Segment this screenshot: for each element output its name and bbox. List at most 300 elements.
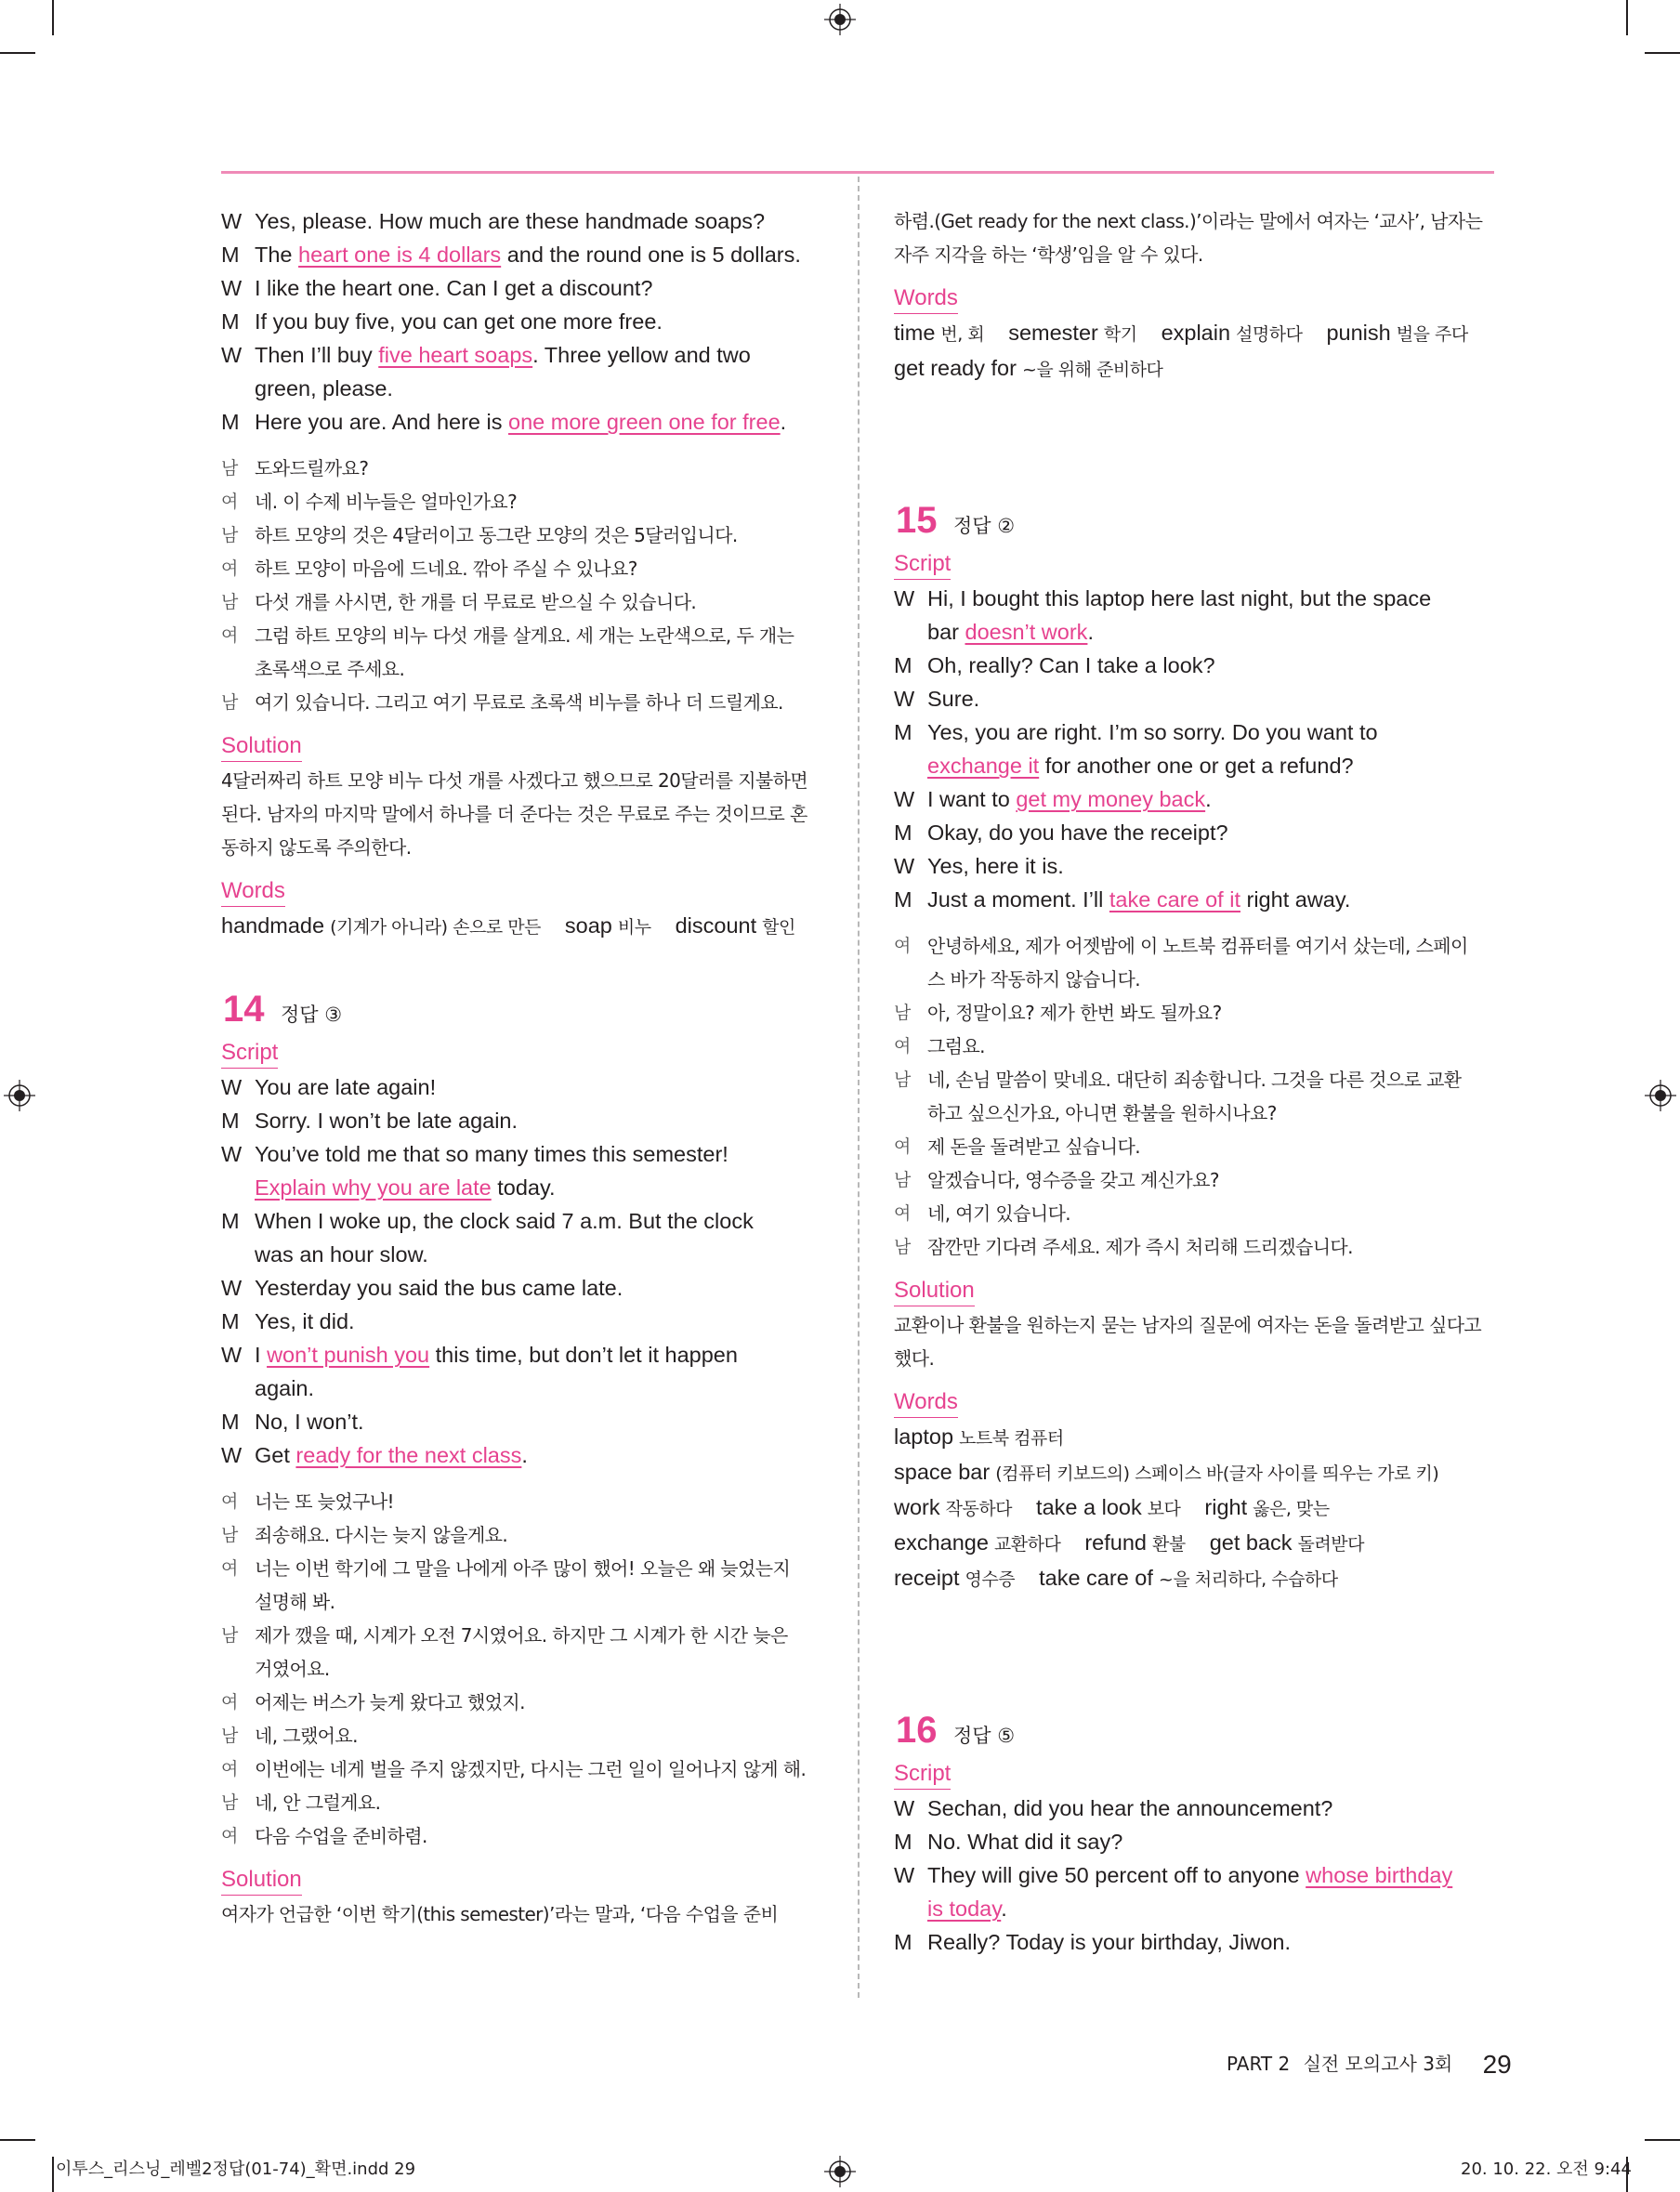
speaker-label: 남 (221, 1525, 238, 1545)
dialogue-line (221, 1137, 823, 1171)
translation-text: 네, 안 그럴게요. (255, 1792, 381, 1814)
translation-text: 거였어요. (255, 1658, 330, 1680)
translation-text: 네. 이 수제 비누들은 얼마인가요? (255, 491, 518, 513)
q15-answer: 정답 ② (953, 515, 1016, 537)
translation-line (894, 963, 1496, 996)
dialogue-line (221, 204, 823, 238)
word-korean: 학기 (1103, 324, 1137, 345)
dialogue-line (894, 816, 1496, 849)
q16-script-label: Script (894, 1760, 951, 1790)
q13-words-line (221, 909, 823, 944)
dialogue-line (221, 1271, 823, 1305)
word-korean: 번, 회 (940, 324, 985, 345)
word-korean: 작동하다 (945, 1499, 1013, 1519)
speaker-label: 여 (221, 1692, 238, 1713)
speaker-label: 남 (221, 1726, 238, 1746)
translation-line (894, 1163, 1496, 1197)
translation-text: 제가 깼을 때, 시계가 오전 7시였어요. 하지만 그 시계가 한 시간 늦은 (255, 1624, 788, 1647)
dialogue-text: You’ve told me that so many times this semester! (255, 1142, 728, 1166)
word-entry (894, 321, 984, 345)
dialogue-text: Okay, do you have the receipt? (927, 820, 1228, 845)
words-line (894, 1526, 1496, 1561)
highlighted-phrase: get my money back (1016, 787, 1206, 811)
speaker-label: 남 (221, 1792, 238, 1813)
highlighted-phrase: exchange it (927, 754, 1040, 778)
crop-mark (1645, 52, 1680, 54)
dialogue-line (221, 372, 823, 405)
speaker-label: 여 (221, 625, 238, 646)
dialogue-text: Just a moment. I’ll (927, 887, 1109, 912)
word-english: take care of (1039, 1566, 1153, 1590)
dialogue-line (894, 1825, 1496, 1858)
dialogue-line (221, 1305, 823, 1338)
speaker-label: 남 (221, 458, 238, 479)
dialogue-line (894, 883, 1496, 916)
translation-line (221, 1686, 823, 1719)
dialogue-line (221, 1104, 823, 1137)
crop-mark (0, 2139, 35, 2141)
highlighted-phrase: five heart soaps (378, 343, 533, 367)
word-korean: ~을 위해 준비하다 (1021, 360, 1163, 380)
word-korean: ~을 처리하다, 수습하다 (1158, 1569, 1338, 1590)
speaker-label: M (221, 410, 240, 434)
dialogue-line (894, 749, 1496, 782)
translation-line (221, 652, 823, 686)
speaker-label: M (894, 653, 912, 677)
translation-text: 이번에는 네게 벌을 주지 않겠지만, 다시는 그런 일이 일어나지 않게 해. (255, 1758, 807, 1780)
q14-words-line (894, 351, 1496, 387)
word-english: laptop (894, 1424, 954, 1449)
dialogue-line (221, 271, 823, 305)
q14-heading (221, 979, 823, 1039)
speaker-label: M (221, 1309, 240, 1333)
highlighted-phrase: doesn’t work (965, 620, 1088, 644)
word-korean: 교환하다 (993, 1534, 1061, 1555)
word-entry (1326, 321, 1467, 345)
crop-mark (1645, 2139, 1680, 2141)
speaker-label: W (894, 586, 915, 610)
dialogue-text: right away. (1240, 887, 1351, 912)
highlighted-phrase: take care of it (1109, 887, 1240, 912)
word-entry (676, 913, 795, 938)
highlighted-phrase: ready for the next class (295, 1443, 522, 1467)
highlighted-phrase: Explain why you are late (255, 1175, 492, 1200)
dialogue-text: today. (491, 1175, 556, 1200)
dialogue-line (221, 1438, 823, 1472)
speaker-label: W (221, 343, 243, 367)
speaker-label: W (221, 1443, 243, 1467)
speaker-label: W (221, 1075, 243, 1099)
words-line (894, 1561, 1496, 1596)
translation-text: 다음 수업을 준비하렴. (255, 1825, 427, 1847)
speaker-label: W (221, 1142, 243, 1166)
word-entry (894, 356, 1162, 380)
footer-part: PART 2 (1227, 2053, 1291, 2075)
slug-date: 20. 10. 22. 오전 9:44 (1461, 2159, 1632, 2179)
speaker-label: 남 (221, 692, 238, 713)
dialogue-text: No, I won’t. (255, 1410, 364, 1434)
crop-mark (1626, 0, 1628, 35)
q16-number: 16 (896, 1710, 938, 1751)
speaker-label: W (221, 209, 243, 233)
word-english: exchange (894, 1530, 989, 1555)
speaker-label: 남 (894, 1070, 911, 1090)
dialogue-line (894, 849, 1496, 883)
translation-text: 잠깐만 기다려 주세요. 제가 즉시 처리해 드리겠습니다. (927, 1236, 1353, 1258)
word-english: get ready for (894, 356, 1017, 380)
speaker-label: 여 (221, 492, 238, 512)
translation-text: 초록색으로 주세요. (255, 658, 405, 680)
translation-line (894, 1230, 1496, 1264)
speaker-label: W (894, 854, 915, 878)
word-entry (1084, 1530, 1185, 1555)
translation-text: 어제는 버스가 늦게 왔다고 했었지. (255, 1691, 525, 1713)
left-column (221, 204, 823, 1931)
translation-text: 하트 모양의 것은 4달러이고 동그란 모양의 것은 5달러입니다. (255, 524, 738, 546)
dialogue-text: They will give 50 percent off to anyone (927, 1863, 1306, 1887)
q14-solution-text: 여자가 언급한 ‘이번 학기(this semester)’라는 말과, ‘다음 수업을 준비 (221, 1903, 779, 1925)
dialogue-line (221, 1171, 823, 1204)
dialogue-line (221, 1338, 823, 1372)
q13-words-label: Words (221, 877, 285, 907)
word-korean: 영수증 (965, 1569, 1016, 1590)
registration-mark-icon (824, 2156, 856, 2187)
word-english: soap (564, 913, 612, 938)
speaker-label: M (221, 243, 240, 267)
dialogue-line (221, 1204, 823, 1238)
dialogue-line (894, 649, 1496, 682)
translation-line (221, 1652, 823, 1686)
word-korean: 환불 (1151, 1534, 1186, 1555)
q13-solution-label: Solution (221, 732, 302, 762)
dialogue-text: . (1001, 1897, 1007, 1921)
dialogue-line (894, 1792, 1496, 1825)
q14-number: 14 (223, 989, 265, 1030)
translation-text: 알겠습니다, 영수증을 갖고 계신가요? (927, 1169, 1219, 1191)
q13-translation (221, 452, 823, 719)
q15-number: 15 (896, 500, 938, 541)
translation-line (221, 686, 823, 719)
dialogue-text: again. (255, 1376, 315, 1400)
translation-text: 설명해 봐. (255, 1591, 335, 1613)
column-divider (858, 177, 860, 1998)
dialogue-line (894, 715, 1496, 749)
word-entry (1008, 321, 1136, 345)
dialogue-text: . (1205, 787, 1212, 811)
dialogue-text: . (1087, 620, 1094, 644)
dialogue-text: and the round one is 5 dollars. (501, 243, 801, 267)
q15-dialogue (894, 582, 1496, 916)
dialogue-text: Yes, here it is. (927, 854, 1064, 878)
q14-dialogue (221, 1070, 823, 1472)
speaker-label: 여 (221, 1826, 238, 1846)
dialogue-text: this time, but don’t let it happen (429, 1343, 738, 1367)
speaker-label: M (894, 887, 912, 912)
translation-text: 너는 이번 학기에 그 말을 나에게 아주 많이 했어! 오늘은 왜 늦었는지 (255, 1557, 791, 1580)
translation-text: 그럼 하트 모양의 비누 다섯 개를 살게요. 세 개는 노란색으로, 두 개는 (255, 624, 794, 647)
translation-text: 아, 정말이요? 제가 한번 봐도 될까요? (927, 1002, 1222, 1024)
q15-solution-text: 교환이나 환불을 원하는지 묻는 남자의 질문에 여자는 돈을 돌려받고 싶다고 했다. (894, 1314, 1482, 1370)
dialogue-text: Sorry. I won’t be late again. (255, 1109, 518, 1133)
dialogue-text: No. What did it say? (927, 1830, 1123, 1854)
speaker-label: 남 (894, 1237, 911, 1257)
speaker-label: 여 (894, 1136, 911, 1157)
word-korean: 할인 (762, 917, 795, 938)
word-korean: (기계가 아니라) 손으로 만든 (330, 917, 541, 938)
word-entry (1039, 1566, 1338, 1590)
word-entry (1210, 1530, 1364, 1555)
dialogue-line (221, 238, 823, 271)
word-english: discount (675, 913, 757, 938)
word-english: space bar (894, 1460, 991, 1484)
translation-line (221, 1552, 823, 1585)
highlighted-phrase: one more green one for free (508, 410, 781, 434)
translation-line (221, 452, 823, 485)
dialogue-line (894, 582, 1496, 615)
dialogue-text: Yes, please. How much are these handmade soaps? (255, 209, 766, 233)
translation-line (894, 1030, 1496, 1063)
speaker-label: M (894, 1930, 912, 1954)
speaker-label: 남 (221, 592, 238, 612)
word-english: explain (1161, 321, 1231, 345)
word-korean: (컴퓨터 키보드의) 스페이스 바(글자 사이를 띄우는 가로 키) (995, 1464, 1439, 1484)
word-entry (1162, 321, 1303, 345)
speaker-label: W (894, 1863, 915, 1887)
dialogue-text: You are late again! (255, 1075, 437, 1099)
translation-line (894, 929, 1496, 963)
dialogue-line (894, 1892, 1496, 1925)
highlighted-phrase: is today (927, 1897, 1002, 1921)
speaker-label: M (894, 1830, 912, 1854)
speaker-label: 남 (221, 525, 238, 545)
dialogue-line (894, 1925, 1496, 1959)
q13-dialogue (221, 204, 823, 439)
q14-words-label: Words (894, 284, 958, 314)
translation-line (894, 1096, 1496, 1130)
speaker-label: M (894, 720, 912, 744)
dialogue-line (894, 615, 1496, 649)
word-entry (894, 1424, 1064, 1449)
speaker-label: 여 (894, 1036, 911, 1057)
dialogue-line (221, 338, 823, 372)
word-english: work (894, 1495, 940, 1519)
words-line (894, 1490, 1496, 1526)
word-entry (894, 1530, 1060, 1555)
dialogue-line (221, 1372, 823, 1405)
slug-filename: 이투스_리스닝_레벨2정답(01-74)_확면.indd 29 (56, 2159, 416, 2179)
highlighted-phrase: whose birthday (1306, 1863, 1453, 1887)
speaker-label: W (894, 1796, 915, 1820)
dialogue-text: I want to (927, 787, 1017, 811)
speaker-label: 여 (221, 558, 238, 579)
q15-solution-label: Solution (894, 1277, 975, 1306)
word-korean: 비누 (617, 917, 651, 938)
dialogue-line (894, 782, 1496, 816)
q14-translation (221, 1485, 823, 1853)
dialogue-line (221, 1238, 823, 1271)
speaker-label: 남 (221, 1625, 238, 1646)
word-english: right (1204, 1495, 1248, 1519)
translation-line (221, 1752, 823, 1786)
translation-text: 그럼요. (927, 1035, 985, 1057)
word-entry (894, 1460, 1438, 1484)
footer-title: 실전 모의고사 3회 (1303, 2053, 1453, 2075)
word-english: semester (1008, 321, 1098, 345)
dialogue-text: Get (255, 1443, 296, 1467)
speaker-label: 여 (894, 1203, 911, 1224)
word-english: receipt (894, 1566, 960, 1590)
q14-words-line (894, 316, 1496, 351)
q16-answer: 정답 ⑤ (953, 1725, 1016, 1747)
dialogue-line (221, 1070, 823, 1104)
translation-text: 도와드릴까요? (255, 457, 369, 479)
dialogue-text: Then I’ll buy (255, 343, 379, 367)
dialogue-line (221, 405, 823, 439)
dialogue-text: When I woke up, the clock said 7 a.m. But the clock (255, 1209, 754, 1233)
translation-line (221, 1719, 823, 1752)
translation-line (221, 1786, 823, 1819)
word-entry (1036, 1495, 1180, 1519)
dialogue-line (221, 1405, 823, 1438)
word-korean: 보다 (1147, 1499, 1181, 1519)
translation-line (221, 1585, 823, 1619)
translation-text: 다섯 개를 사시면, 한 개를 더 무료로 받으실 수 있습니다. (255, 591, 697, 613)
word-english: punish (1326, 321, 1391, 345)
word-entry (1204, 1495, 1329, 1519)
translation-line (221, 1518, 823, 1552)
dialogue-text: Here you are. And here is (255, 410, 509, 434)
translation-line (894, 1063, 1496, 1096)
q15-words (894, 1420, 1496, 1596)
word-korean: 설명하다 (1236, 324, 1303, 345)
speaker-label: W (894, 787, 915, 811)
word-entry (565, 913, 651, 938)
translation-line (221, 485, 823, 518)
translation-text: 죄송해요. 다시는 늦지 않을게요. (255, 1524, 508, 1546)
registration-mark-icon (4, 1080, 35, 1111)
dialogue-text: If you buy five, you can get one more free. (255, 309, 663, 334)
dialogue-line (894, 1858, 1496, 1892)
crop-mark (52, 0, 54, 35)
q14-solution-label: Solution (221, 1866, 302, 1896)
translation-text: 안녕하세요, 제가 어젯밤에 이 노트북 컴퓨터를 여기서 샀는데, 스페이 (927, 935, 1468, 957)
word-korean: 노트북 컴퓨터 (959, 1428, 1064, 1449)
q15-heading (894, 491, 1496, 550)
dialogue-text: . Three yellow and two (532, 343, 751, 367)
crop-mark (0, 52, 35, 54)
word-korean: 벌을 주다 (1396, 324, 1468, 345)
dialogue-line (894, 682, 1496, 715)
words-line (894, 1455, 1496, 1490)
dialogue-text: I (255, 1343, 268, 1367)
dialogue-text: for another one or get a refund? (1039, 754, 1354, 778)
right-column (894, 204, 1496, 1959)
speaker-label: 남 (894, 1170, 911, 1190)
speaker-label: 여 (221, 1558, 238, 1579)
dialogue-text: Oh, really? Can I take a look? (927, 653, 1215, 677)
crop-mark (52, 2157, 54, 2192)
dialogue-text: Yes, it did. (255, 1309, 355, 1333)
translation-text: 네, 손님 말씀이 맞네요. 대단히 죄송합니다. 그것을 다른 것으로 교환 (927, 1069, 1462, 1091)
word-english: refund (1084, 1530, 1147, 1555)
q14-script-label: Script (221, 1039, 278, 1069)
word-korean: 돌려받다 (1297, 1534, 1364, 1555)
translation-text: 스 바가 작동하지 않습니다. (927, 968, 1140, 991)
dialogue-text: Yesterday you said the bus came late. (255, 1276, 623, 1300)
translation-line (221, 552, 823, 585)
translation-text: 하트 모양이 마음에 드네요. 깎아 주실 수 있나요? (255, 558, 637, 580)
dialogue-text: I like the heart one. Can I get a discount? (255, 276, 653, 300)
translation-line (894, 996, 1496, 1030)
word-entry (221, 913, 541, 938)
header-rule (221, 171, 1494, 174)
registration-mark-icon (1645, 1080, 1676, 1111)
registration-mark-icon (824, 4, 856, 35)
speaker-label: 여 (221, 1759, 238, 1779)
translation-line (221, 619, 823, 652)
speaker-label: W (221, 1276, 243, 1300)
translation-line (894, 1197, 1496, 1230)
page-footer (1227, 2047, 1512, 2077)
translation-text: 네, 여기 있습니다. (927, 1202, 1071, 1225)
speaker-label: 남 (894, 1003, 911, 1023)
word-korean: 옳은, 맞는 (1253, 1499, 1330, 1519)
speaker-label: M (894, 820, 912, 845)
dialogue-text: Really? Today is your birthday, Jiwon. (927, 1930, 1291, 1954)
q16-heading (894, 1700, 1496, 1760)
translation-text: 네, 그랬어요. (255, 1725, 358, 1747)
word-entry (894, 1495, 1012, 1519)
word-english: get back (1209, 1530, 1293, 1555)
q13-solution-text: 4달러짜리 하트 모양 비누 다섯 개를 사겠다고 했으므로 20달러를 지불하면 된다. 남자의 마지막 말에서 하나를 더 준다는 것은 무료로 주는 것이므로 혼동하지 않도록 주의한다. (221, 769, 808, 859)
speaker-label: M (221, 1209, 240, 1233)
dialogue-text: Sure. (927, 687, 980, 711)
word-english: time (894, 321, 936, 345)
translation-line (221, 585, 823, 619)
highlighted-phrase: heart one is 4 dollars (298, 243, 502, 267)
dialogue-text: Sechan, did you hear the announcement? (927, 1796, 1333, 1820)
speaker-label: M (221, 1109, 240, 1133)
q14-solution-continued: 하렴.(Get ready for the next class.)’이라는 말에서 여자는 ‘교사’, 남자는 자주 지각을 하는 ‘학생’임을 알 수 있다. (894, 210, 1483, 266)
translation-text: 하고 싶으신가요, 아니면 환불을 원하시나요? (927, 1102, 1277, 1124)
translation-text: 여기 있습니다. 그리고 여기 무료로 초록색 비누를 하나 더 드릴게요. (255, 691, 783, 714)
translation-line (221, 518, 823, 552)
speaker-label: M (221, 309, 240, 334)
q15-script-label: Script (894, 550, 951, 580)
q15-words-label: Words (894, 1388, 958, 1418)
word-english: take a look (1036, 1495, 1142, 1519)
dialogue-text: . (521, 1443, 528, 1467)
word-english: handmade (221, 913, 325, 938)
words-line (894, 1420, 1496, 1455)
dialogue-line (221, 305, 823, 338)
speaker-label: W (894, 687, 915, 711)
word-entry (894, 1566, 1015, 1590)
dialogue-text: Yes, you are right. I’m so sorry. Do you want to (927, 720, 1378, 744)
dialogue-text: . (780, 410, 787, 434)
translation-line (221, 1485, 823, 1518)
speaker-label: W (221, 1343, 243, 1367)
translation-line (221, 1819, 823, 1853)
speaker-label: M (221, 1410, 240, 1434)
dialogue-text: bar (927, 620, 965, 644)
translation-line (894, 1130, 1496, 1163)
speaker-label: 여 (894, 936, 911, 956)
q16-dialogue (894, 1792, 1496, 1959)
speaker-label: 여 (221, 1491, 238, 1512)
page-number: 29 (1482, 2050, 1512, 2079)
speaker-label: W (221, 276, 243, 300)
